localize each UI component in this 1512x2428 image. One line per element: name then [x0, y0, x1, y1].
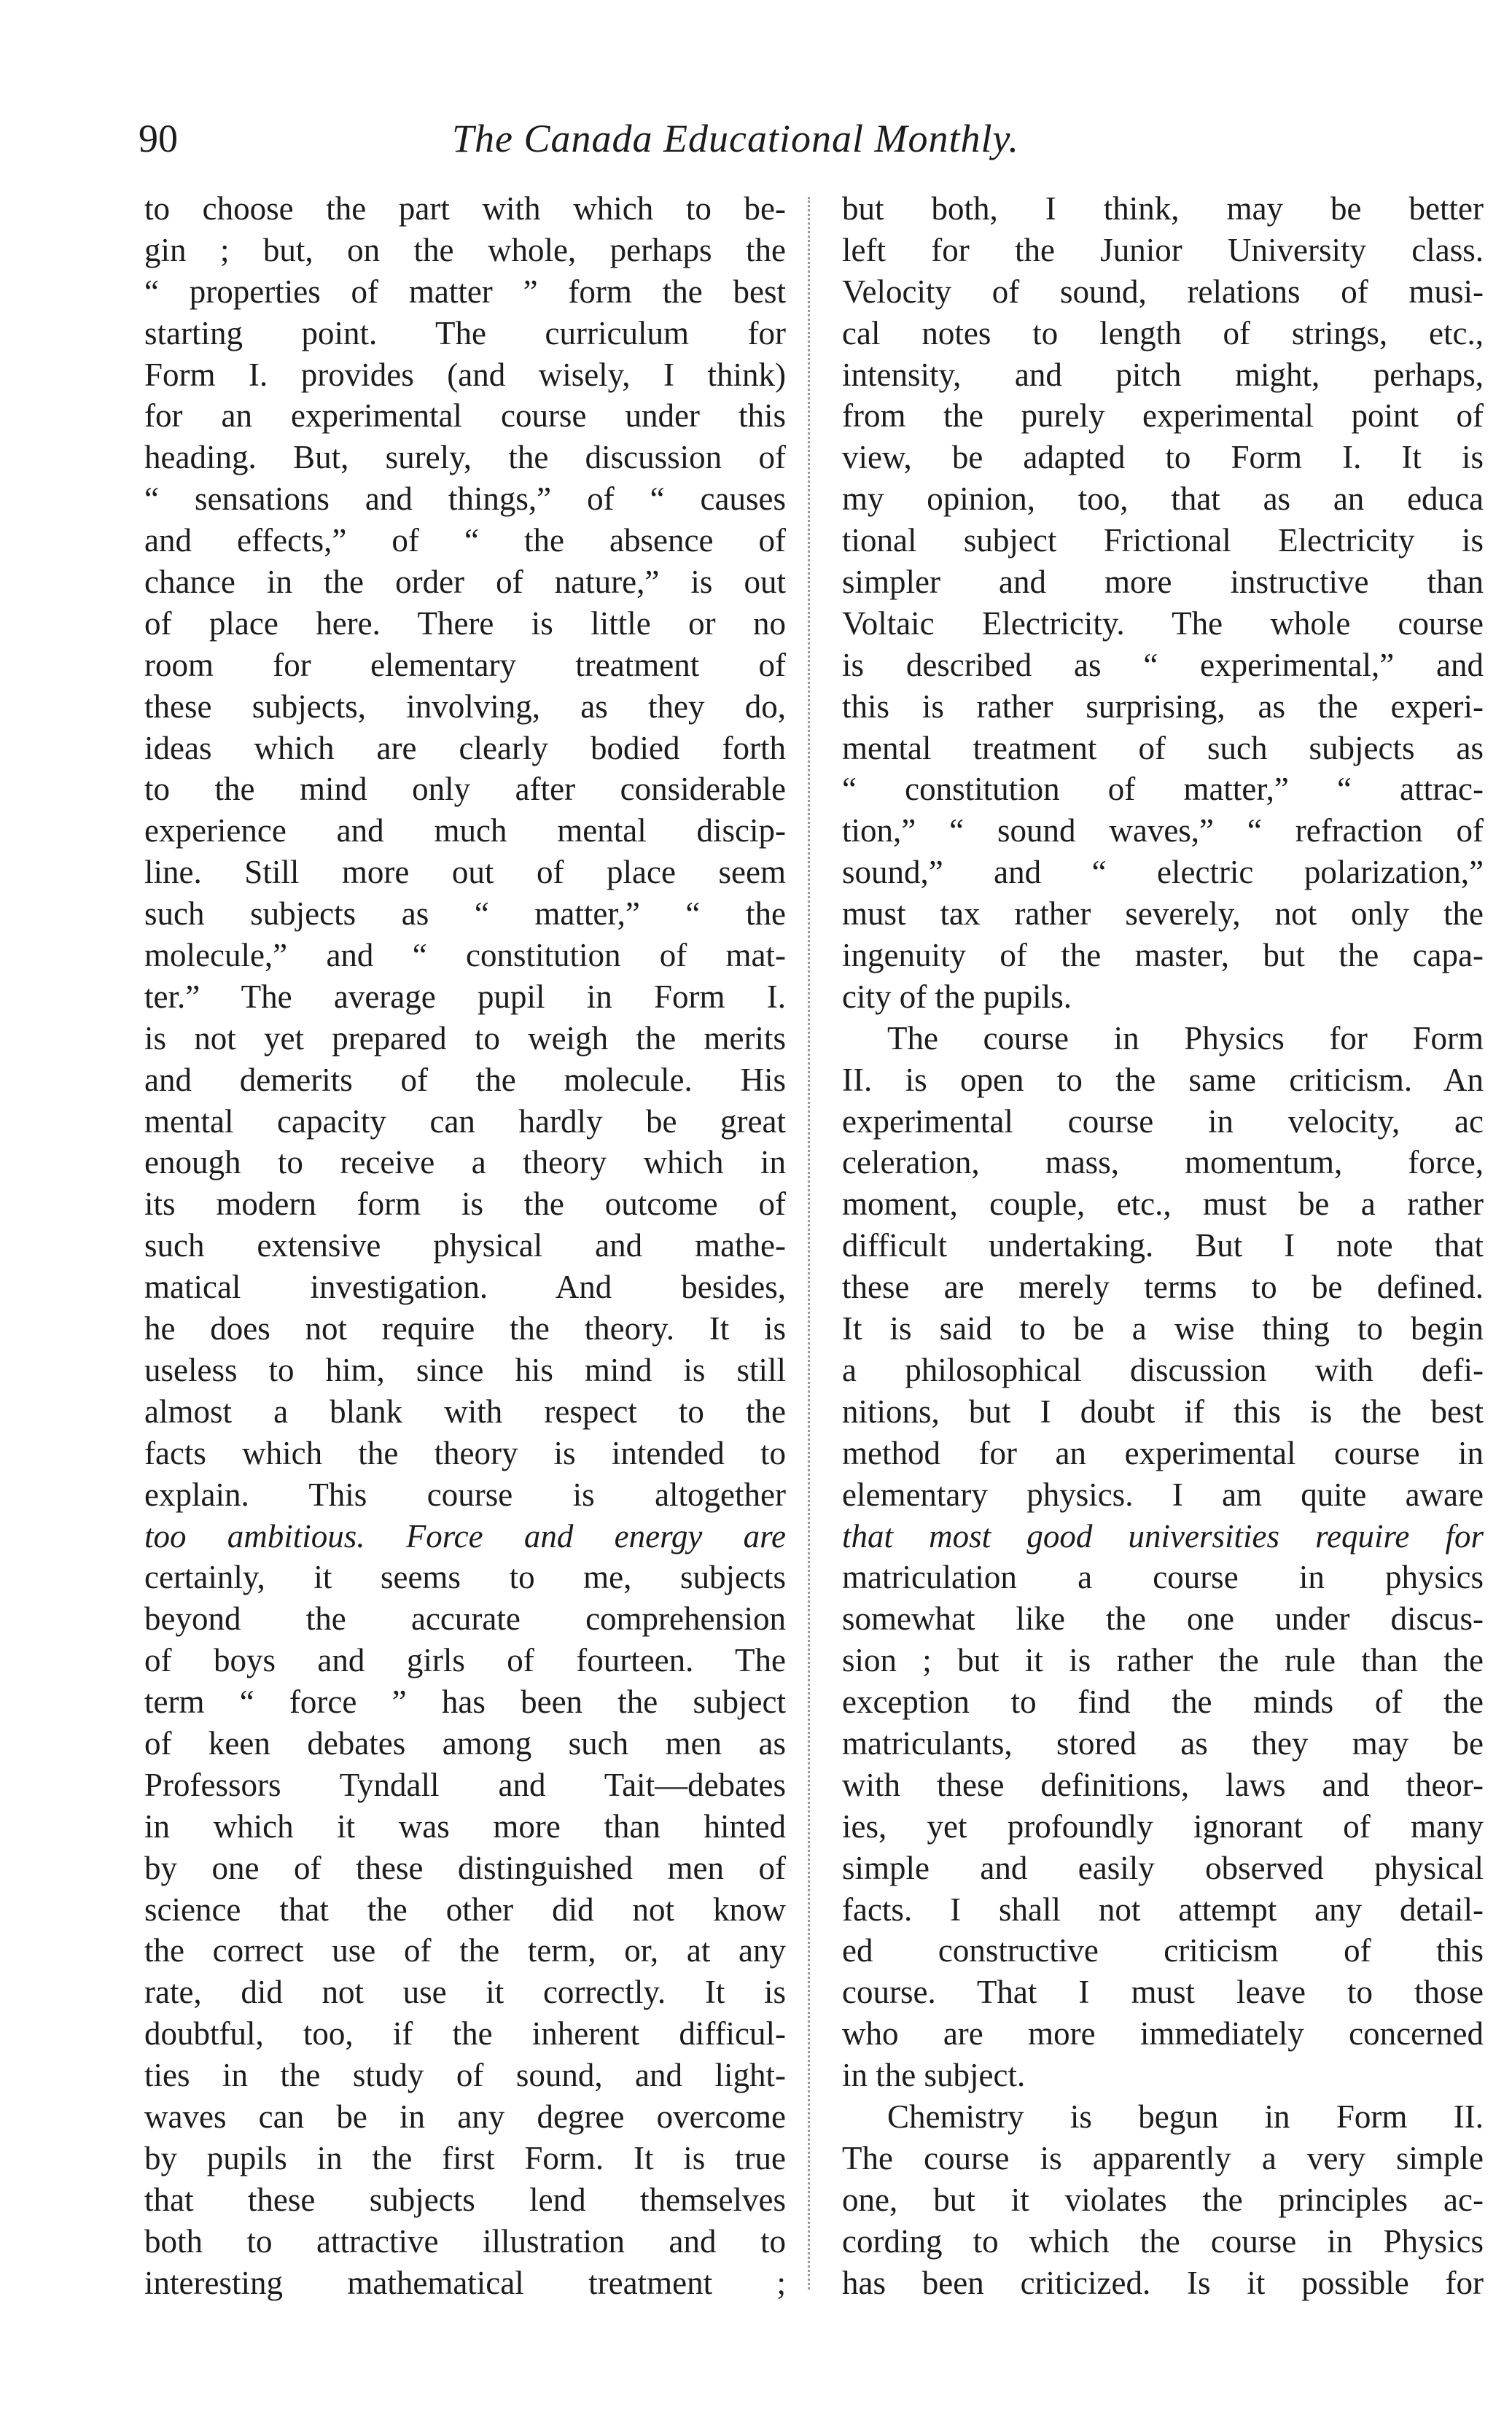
text-line: to choose the part with which to be- [144, 190, 786, 227]
text-line-italic: that most good universities require for [842, 1517, 1484, 1555]
text-line: must tax rather severely, not only the [842, 895, 1484, 933]
column-divider [808, 197, 811, 2289]
text-line: matriculation a course in physics [842, 1559, 1484, 1596]
text-line: is described as “ experimental,” and [842, 646, 1484, 683]
text-line: who are more immediately concerned [842, 2015, 1484, 2052]
text-line: has been criticized. Is it possible for [842, 2264, 1484, 2301]
text-line: its modern form is the outcome of [144, 1186, 786, 1223]
text-line: enough to receive a theory which in [144, 1144, 786, 1181]
text-line: celeration, mass, momentum, force, [842, 1144, 1484, 1181]
text-line: method for an experimental course in [842, 1434, 1484, 1471]
text-line: exception to find the minds of the [842, 1684, 1484, 1721]
text-line: tional subject Frictional Electricity is [842, 522, 1484, 559]
text-line: beyond the accurate comprehension [144, 1600, 786, 1638]
text-line: sound,” and “ electric polarization,” [842, 854, 1484, 891]
text-line: such extensive physical and mathe- [144, 1227, 786, 1264]
text-line: tion,” “ sound waves,” “ refraction of [842, 812, 1484, 849]
text-line: starting point. The curriculum for [144, 314, 786, 351]
text-line: “ constitution of matter,” “ attrac- [842, 771, 1484, 808]
text-line: a philosophical discussion with defi- [842, 1351, 1484, 1388]
text-line: simple and easily observed physical [842, 1849, 1484, 1886]
text-line: useless to him, since his mind is still [144, 1351, 786, 1388]
text-line: view, be adapted to Form I. It is [842, 439, 1484, 476]
page-number: 90 [139, 117, 178, 160]
text-line: term “ force ” has been the subject [144, 1684, 786, 1721]
text-line: line. Still more out of place seem [144, 854, 786, 891]
text-line: waves can be in any degree overcome [144, 2098, 786, 2135]
right-column [842, 188, 1484, 2303]
text-line: both to attractive illustration and to [144, 2222, 786, 2260]
text-line: ties in the study of sound, and light- [144, 2057, 786, 2094]
text-line: facts. I shall not attempt any detail- [842, 1891, 1484, 1928]
text-line: Professors Tyndall and Tait—debates [144, 1766, 786, 1803]
text-line: It is said to be a wise thing to begin [842, 1310, 1484, 1347]
text-line: chance in the order of nature,” is out [144, 564, 786, 601]
paragraph-start-line: Chemistry is begun in Form II. [887, 2098, 1484, 2135]
text-line: explain. This course is altogether [144, 1476, 786, 1513]
text-line: somewhat like the one under discus- [842, 1600, 1484, 1638]
text-line: by one of these distinguished men of [144, 1849, 786, 1886]
text-line: certainly, it seems to me, subjects [144, 1559, 786, 1596]
text-line: The course is apparently a very simple [842, 2139, 1484, 2176]
text-line: these subjects, involving, as they do, [144, 688, 786, 725]
text-line: heading. But, surely, the discussion of [144, 439, 786, 476]
text-line: simpler and more instructive than [842, 564, 1484, 601]
text-line-italic: too ambitious. Force and energy are [144, 1517, 786, 1555]
text-line: and demerits of the molecule. His [144, 1061, 786, 1098]
text-line: difficult undertaking. But I note that [842, 1227, 1484, 1264]
text-line: such subjects as “ matter,” “ the [144, 895, 786, 933]
text-line: these are merely terms to be defined. [842, 1269, 1484, 1306]
text-line: of place here. There is little or no [144, 604, 786, 642]
text-line: elementary physics. I am quite aware [842, 1476, 1484, 1513]
text-line: cording to which the course in Physics [842, 2222, 1484, 2260]
text-line: to the mind only after considerable [144, 771, 786, 808]
text-line: mental treatment of such subjects as [842, 729, 1484, 766]
text-line: experience and much mental discip- [144, 812, 786, 849]
text-line: this is rather surprising, as the experi- [842, 688, 1484, 725]
text-line: that these subjects lend themselves [144, 2181, 786, 2218]
text-line: but both, I think, may be better [842, 190, 1484, 227]
text-line: “ sensations and things,” of “ causes [144, 480, 786, 518]
text-line: sion ; but it is rather the rule than the [842, 1642, 1484, 1679]
text-line: matriculants, stored as they may be [842, 1724, 1484, 1762]
paragraph-end-line: city of the pupils. [842, 978, 1072, 1015]
text-line: facts which the theory is intended to [144, 1434, 786, 1471]
text-line: for an experimental course under this [144, 397, 786, 435]
text-line: molecule,” and “ constitution of mat- [144, 937, 786, 974]
text-line: of keen debates among such men as [144, 1724, 786, 1762]
running-title: The Canada Educational Monthly. [452, 117, 1019, 160]
text-line: interesting mathematical treatment ; [144, 2264, 786, 2301]
text-line: science that the other did not know [144, 1891, 786, 1928]
text-line: ed constructive criticism of this [842, 1932, 1484, 1969]
text-line: he does not require the theory. It is [144, 1310, 786, 1347]
paragraph-start-line: The course in Physics for Form [887, 1019, 1484, 1057]
text-line: of boys and girls of fourteen. The [144, 1642, 786, 1679]
text-line: course. That I must leave to those [842, 1974, 1484, 2011]
text-line: cal notes to length of strings, etc., [842, 314, 1484, 351]
text-line: “ properties of matter ” form the best [144, 273, 786, 310]
text-line: gin ; but, on the whole, perhaps the [144, 231, 786, 268]
left-column [144, 188, 786, 2303]
text-line: with these definitions, laws and theor- [842, 1766, 1484, 1803]
text-line: doubtful, too, if the inherent difficul- [144, 2015, 786, 2052]
text-line: nitions, but I doubt if this is the best [842, 1393, 1484, 1430]
text-line: experimental course in velocity, ac [842, 1102, 1484, 1140]
text-line: intensity, and pitch might, perhaps, [842, 356, 1484, 393]
text-line: my opinion, too, that as an educa [842, 480, 1484, 518]
paragraph-end-line: in the subject. [842, 2057, 1026, 2094]
text-line: Form I. provides (and wisely, I think) [144, 356, 786, 393]
text-line: in which it was more than hinted [144, 1808, 786, 1845]
text-line: Velocity of sound, relations of musi- [842, 273, 1484, 310]
text-line: the correct use of the term, or, at any [144, 1932, 786, 1969]
text-line: room for elementary treatment of [144, 646, 786, 683]
text-line: almost a blank with respect to the [144, 1393, 786, 1430]
text-line: Voltaic Electricity. The whole course [842, 604, 1484, 642]
text-line: mental capacity can hardly be great [144, 1102, 786, 1140]
text-line: is not yet prepared to weigh the merits [144, 1019, 786, 1057]
text-line: ter.” The average pupil in Form I. [144, 978, 786, 1015]
text-line: moment, couple, etc., must be a rather [842, 1186, 1484, 1223]
text-line: from the purely experimental point of [842, 397, 1484, 435]
text-line: rate, did not use it correctly. It is [144, 1974, 786, 2011]
text-line: and effects,” of “ the absence of [144, 522, 786, 559]
page-header [139, 109, 1487, 168]
text-line: matical investigation. And besides, [144, 1269, 786, 1306]
text-line: II. is open to the same criticism. An [842, 1061, 1484, 1098]
text-line: ideas which are clearly bodied forth [144, 729, 786, 766]
text-line: one, but it violates the principles ac- [842, 2181, 1484, 2218]
text-line: ingenuity of the master, but the capa- [842, 937, 1484, 974]
text-line: by pupils in the first Form. It is true [144, 2139, 786, 2176]
text-line: left for the Junior University class. [842, 231, 1484, 268]
text-line: ies, yet profoundly ignorant of many [842, 1808, 1484, 1845]
